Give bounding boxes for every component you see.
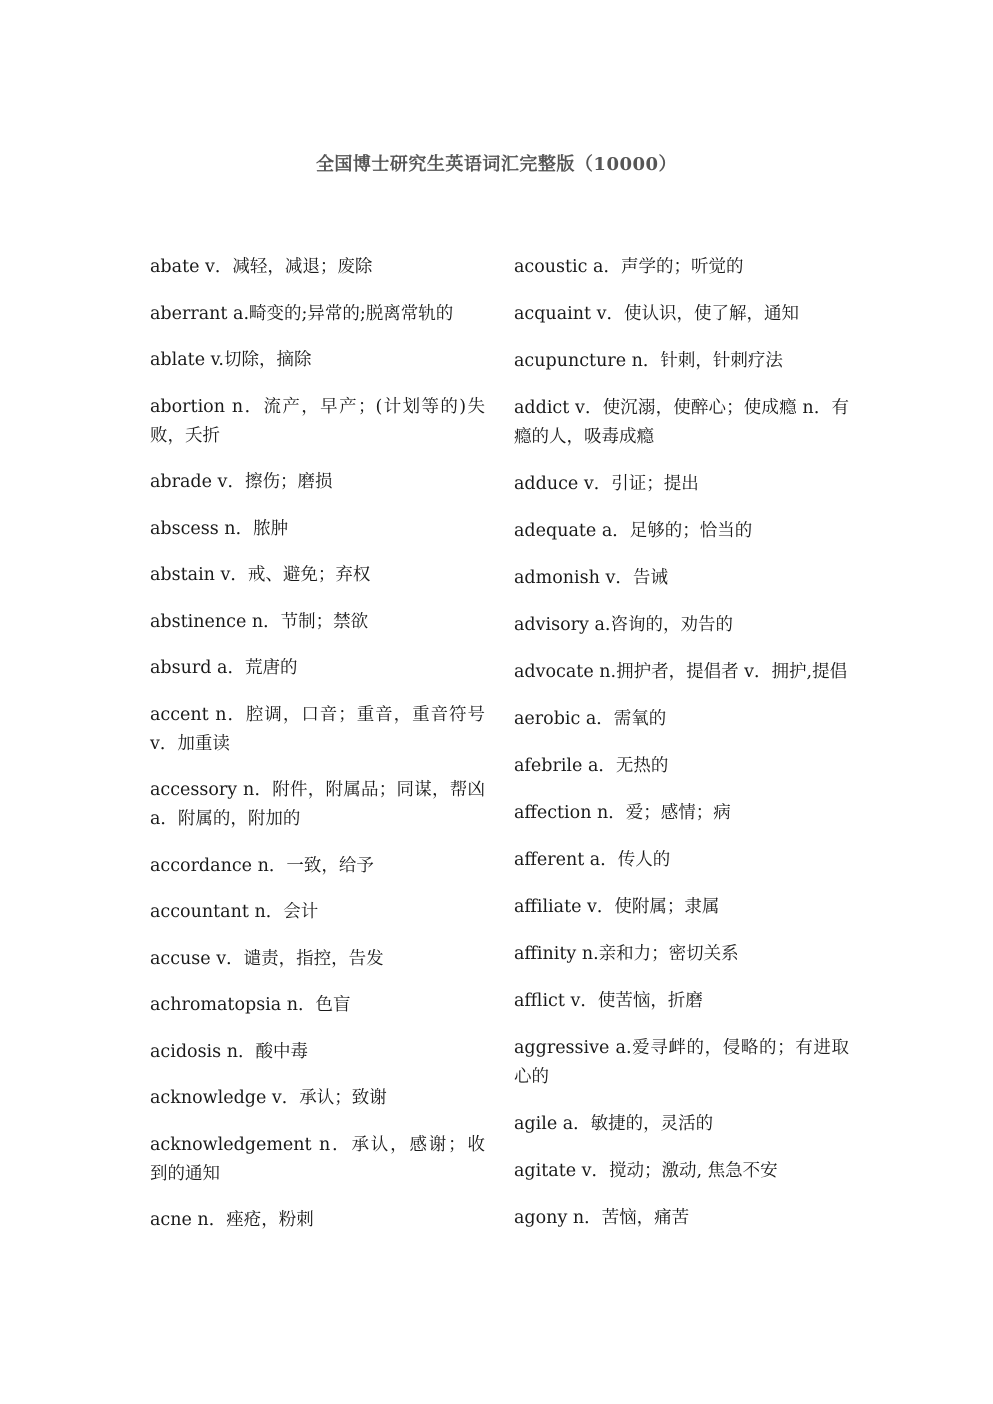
vocab-entry: accuse v．谴责，指控，告发 — [150, 948, 384, 969]
vocab-entry: advisory a.咨询的，劝告的 — [514, 615, 733, 635]
right-column — [514, 253, 849, 1251]
vocab-entry: affiliate v．使附属；隶属 — [514, 897, 720, 917]
vocab-entry: accessory n．附件，附属品；同谋，帮凶 a．附属的，附加的 — [150, 780, 485, 829]
vocab-entry: aberrant a.畸变的;异常的;脱离常轨的 — [150, 303, 454, 324]
vocab-entry: agitate v．搅动；激动, 焦急不安 — [514, 1161, 778, 1181]
vocab-entry: aerobic a．需氧的 — [514, 709, 667, 729]
vocab-entry: afebrile a．无热的 — [514, 756, 669, 776]
vocab-entry: affection n．爱；感情；病 — [514, 803, 731, 823]
vocab-entry: acknowledgement n．承认，感谢；收到的通知 — [150, 1134, 485, 1184]
page-title: 全国博士研究生英语词汇完整版（10000） — [315, 154, 678, 175]
vocab-entry: aggressive a.爱寻衅的，侵略的；有进取心的 — [514, 1038, 849, 1087]
vocab-entry: abortion n．流产，早产；(计划等的)失败，夭折 — [150, 396, 485, 446]
vocab-entry: achromatopsia n．色盲 — [150, 995, 351, 1015]
vocab-entry: accountant n．会计 — [150, 902, 319, 922]
vocab-entry: acoustic a．声学的；听觉的 — [514, 257, 744, 277]
vocab-entry: abscess n．脓肿 — [150, 518, 289, 539]
vocab-entry: afflict v．使苦恼，折磨 — [514, 991, 703, 1011]
vocab-entry: agile a．敏捷的，灵活的 — [514, 1114, 714, 1134]
vocab-entry: addict v．使沉溺，使醉心；使成瘾 n．有瘾的人，吸毒成瘾 — [514, 398, 849, 447]
vocab-entry: acupuncture n．针刺，针刺疗法 — [514, 351, 783, 371]
vocab-entry: abstinence n．节制；禁欲 — [150, 611, 369, 632]
vocab-entry: acknowledge v．承认；致谢 — [150, 1088, 387, 1108]
vocab-entry: absurd a．荒唐的 — [150, 658, 298, 678]
vocab-entry: abstain v．戒、避免；弃权 — [150, 565, 371, 585]
vocab-entry: agony n．苦恼，痛苦 — [514, 1208, 690, 1228]
vocab-entry: acquaint v．使认识，使了解，通知 — [514, 304, 799, 324]
vocab-entry: abate v．减轻，减退；废除 — [150, 257, 373, 277]
vocab-entry: accent n．腔调，口音；重音，重音符号 v．加重读 — [150, 704, 485, 754]
vocab-entry: affinity n.亲和力；密切关系 — [514, 944, 739, 964]
vocab-entry: acidosis n．酸中毒 — [150, 1041, 308, 1062]
vocab-entry: acne n．痤疮，粉刺 — [150, 1210, 314, 1230]
left-column — [150, 253, 485, 1253]
vocab-entry: abrade v．擦伤；磨损 — [150, 472, 333, 492]
vocab-entry: afferent a．传人的 — [514, 850, 671, 870]
vocab-entry: advocate n.拥护者，提倡者 v．拥护,提倡 — [514, 662, 848, 682]
vocab-entry: adequate a．足够的；恰当的 — [514, 521, 753, 541]
vocab-entry: admonish v．告诫 — [514, 568, 668, 588]
vocab-entry: accordance n．一致，给予 — [150, 855, 374, 876]
vocab-entry: adduce v．引证；提出 — [514, 474, 699, 494]
vocab-entry: ablate v.切除，摘除 — [150, 350, 312, 370]
